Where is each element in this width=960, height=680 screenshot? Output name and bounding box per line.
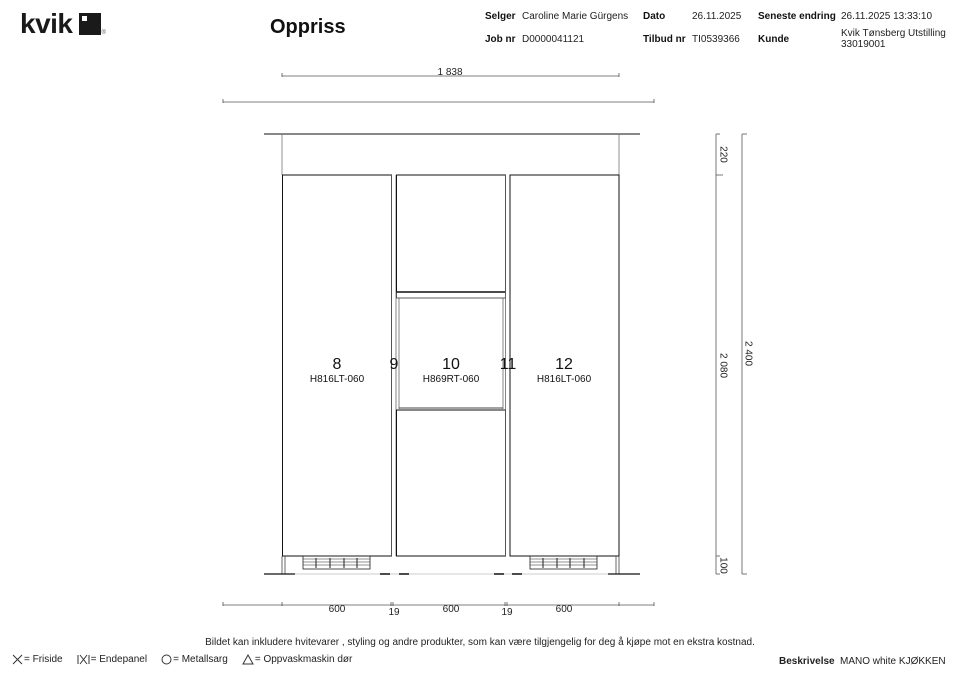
legend-label: = Metallsarg — [173, 654, 228, 665]
triangle-icon — [242, 654, 254, 665]
cabinet-10-lower — [397, 410, 506, 556]
description-value: MANO white KJØKKEN — [840, 656, 946, 667]
circle-icon — [161, 654, 172, 665]
page-title: Oppriss — [270, 16, 346, 38]
cabinet-number: 8 — [332, 356, 342, 373]
legend-label: = Endepanel — [90, 654, 148, 665]
cabinet-8-label[interactable] — [302, 356, 372, 386]
legend-label: = Friside — [24, 654, 63, 665]
tilbud-label: Tilbud nr — [643, 34, 686, 45]
kunde-number: 33019001 — [841, 39, 886, 50]
cabinet-code: H816LT-060 — [309, 374, 365, 385]
dim-2080-label: 2 080 — [717, 352, 729, 379]
x-cross-icon — [12, 654, 23, 665]
vent-grille-right — [530, 556, 597, 569]
bottom-dim-600-c: 600 — [555, 604, 573, 615]
selger-label: Selger — [485, 11, 516, 22]
seneste-endring-value: 26.11.2025 13:33:10 — [841, 11, 933, 22]
top-dimension-label: 1 838 — [437, 67, 463, 78]
dim-2400-label: 2 400 — [742, 340, 754, 367]
kunde-label: Kunde — [758, 34, 790, 45]
selger-value: Caroline Marie Gürgens — [522, 11, 629, 22]
dato-label: Dato — [643, 11, 666, 22]
cabinet-10-label[interactable] — [416, 356, 486, 386]
cabinet-code: H816LT-060 — [536, 374, 592, 385]
vent-grille-left — [303, 556, 370, 569]
bracketed-x-icon — [77, 654, 90, 665]
filler-11-label[interactable] — [496, 356, 520, 374]
legend-endepanel — [77, 654, 147, 665]
seneste-endring-label: Seneste endring — [758, 11, 836, 22]
bottom-dim-19-a: 19 — [388, 607, 400, 618]
legend-friside — [12, 654, 63, 665]
bottom-dim-600-a: 600 — [328, 604, 346, 615]
cabinet-10-upper — [397, 175, 506, 292]
jobnr-label: Job nr — [485, 34, 516, 45]
cabinet-number: 10 — [442, 356, 460, 373]
symbol-legend — [12, 654, 366, 665]
dim-220-label: 220 — [717, 146, 729, 163]
description-label: Beskrivelse — [779, 656, 835, 667]
cabinet-number: 9 — [389, 356, 399, 373]
bottom-dim-19-b: 19 — [501, 607, 513, 618]
legend-metallsarg — [161, 654, 228, 665]
cabinet-12-label[interactable] — [529, 356, 599, 386]
logo-registered-mark: ® — [101, 30, 106, 36]
dato-value: 26.11.2025 — [692, 11, 742, 22]
cabinet-number: 12 — [555, 356, 573, 373]
cabinet-code: H869RT-060 — [422, 374, 480, 385]
jobnr-value: D0000041121 — [522, 34, 585, 45]
disclaimer-note: Bildet kan inkludere hvitevarer , styling og andre produkter, som kan være tilgjengelig for deg å kjøpe mot en ekstra kostnad. — [205, 637, 755, 648]
bottom-dim-600-b: 600 — [442, 604, 460, 615]
legend-label: = Oppvaskmaskin dør — [254, 654, 353, 665]
legend-oppvaskmaskin — [242, 654, 353, 665]
tilbud-value: TI0539366 — [692, 34, 740, 45]
filler-9-label[interactable] — [384, 356, 404, 374]
dim-100-label: 100 — [717, 557, 729, 574]
cabinet-number: 11 — [499, 356, 517, 373]
kunde-name: Kvik Tønsberg Utstilling — [841, 28, 946, 39]
logo-text: kvik — [20, 8, 73, 39]
